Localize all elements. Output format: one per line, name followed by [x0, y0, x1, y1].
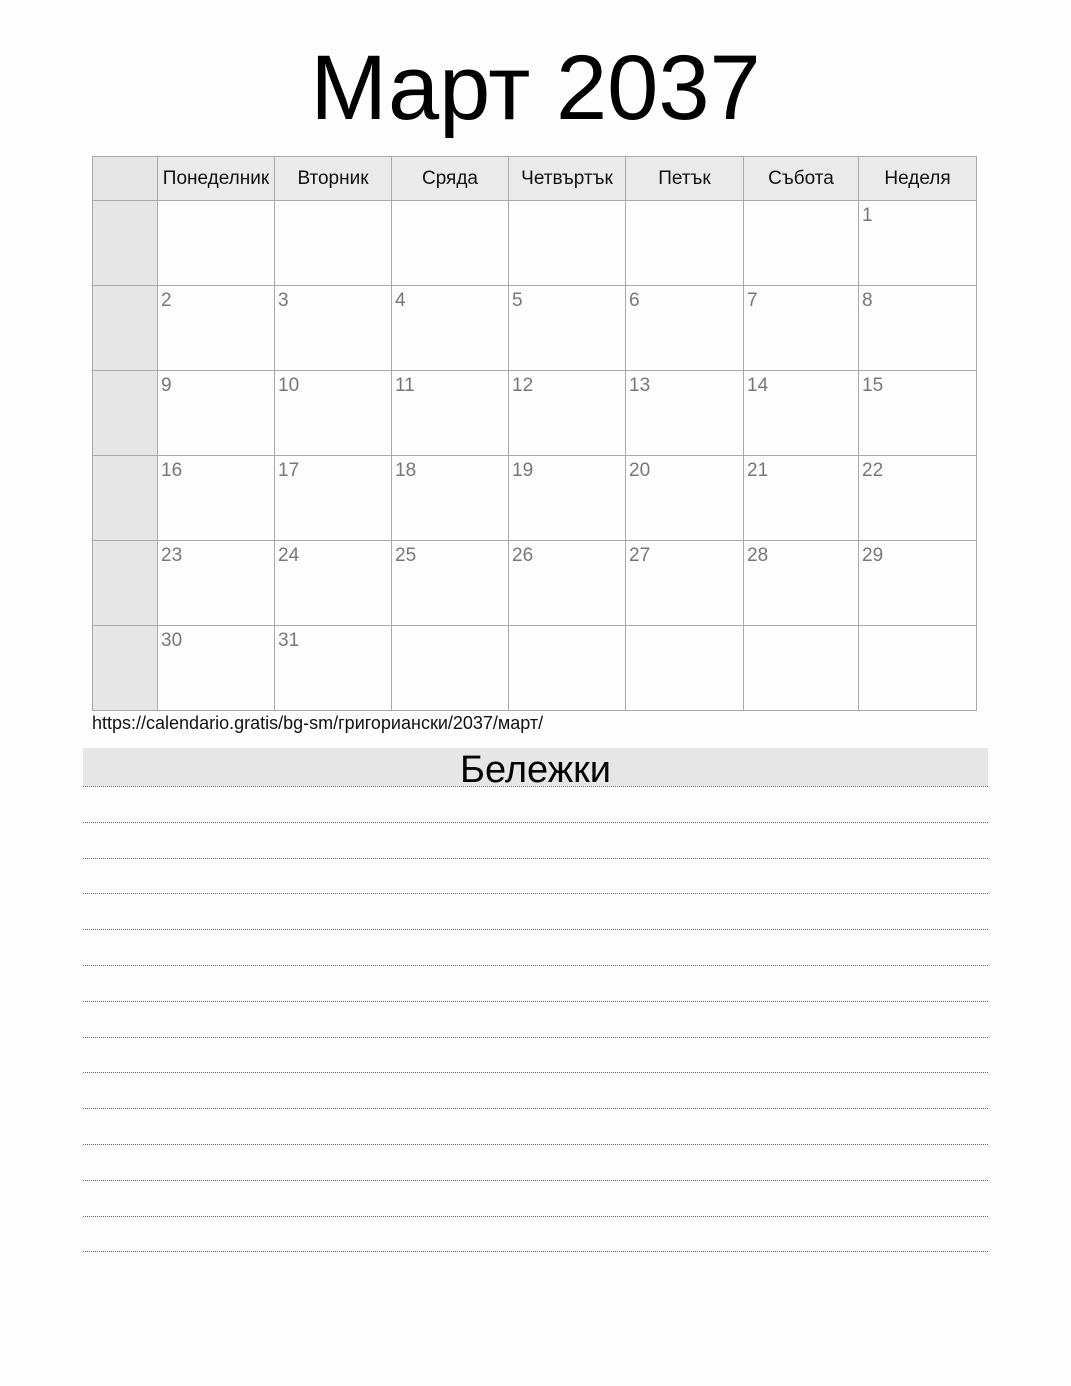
- weekday-header: Петък: [626, 157, 744, 201]
- weekday-header: Понеделник: [158, 157, 275, 201]
- day-cell: [275, 371, 392, 456]
- day-number: 1: [862, 205, 873, 226]
- notes-line: [83, 786, 988, 787]
- day-cell: [158, 201, 275, 286]
- day-number: 8: [862, 290, 873, 311]
- day-number: 9: [161, 375, 172, 396]
- weekday-header: Неделя: [859, 157, 977, 201]
- day-number: 20: [629, 460, 651, 481]
- week-number-cell: [93, 456, 158, 541]
- day-number: 29: [862, 545, 884, 566]
- day-number: 31: [278, 630, 300, 651]
- notes-line: [83, 929, 988, 930]
- day-cell: [392, 371, 509, 456]
- day-cell: [158, 541, 275, 626]
- day-cell: [859, 626, 977, 711]
- day-number: 15: [862, 375, 884, 396]
- day-number: 28: [747, 545, 769, 566]
- day-cell: [744, 371, 859, 456]
- notes-line: [83, 1072, 988, 1073]
- day-cell: [392, 541, 509, 626]
- day-cell: [859, 541, 977, 626]
- notes-line: [83, 1216, 988, 1217]
- day-number: 23: [161, 545, 183, 566]
- weekday-header-row: [93, 157, 977, 201]
- day-number: 18: [395, 460, 417, 481]
- calendar-body: [93, 201, 977, 711]
- day-cell: [626, 626, 744, 711]
- day-number: 2: [161, 290, 172, 311]
- day-cell: [275, 201, 392, 286]
- day-cell: [392, 286, 509, 371]
- day-number: [392, 201, 508, 206]
- notes-line: [83, 822, 988, 823]
- week-number-cell: [93, 201, 158, 286]
- calendar-grid: [92, 156, 977, 711]
- day-number: [859, 626, 976, 631]
- day-cell: [509, 201, 626, 286]
- day-cell: [158, 371, 275, 456]
- day-cell: [509, 286, 626, 371]
- day-number: 22: [862, 460, 884, 481]
- day-number: 11: [395, 375, 415, 396]
- week-number-cell: [93, 286, 158, 371]
- day-number: [509, 626, 625, 631]
- week-number-cell: [93, 626, 158, 711]
- week-row: [93, 371, 977, 456]
- day-cell: [859, 201, 977, 286]
- day-number: 17: [278, 460, 300, 481]
- day-cell: [158, 626, 275, 711]
- week-number-cell: [93, 371, 158, 456]
- day-number: 12: [512, 375, 534, 396]
- weekday-header: Събота: [744, 157, 859, 201]
- day-cell: [158, 286, 275, 371]
- source-url: https://calendario.gratis/bg-sm/григориански/2037/март/: [92, 713, 544, 733]
- day-number: 27: [629, 545, 651, 566]
- day-cell: [744, 286, 859, 371]
- day-cell: [275, 626, 392, 711]
- week-number-header: [93, 157, 158, 201]
- week-row: [93, 541, 977, 626]
- day-cell: [392, 626, 509, 711]
- day-cell: [626, 371, 744, 456]
- day-number: 14: [747, 375, 769, 396]
- week-row: [93, 456, 977, 541]
- notes-line: [83, 893, 988, 894]
- day-cell: [392, 456, 509, 541]
- day-cell: [744, 626, 859, 711]
- notes-line: [83, 1144, 988, 1145]
- day-cell: [859, 456, 977, 541]
- notes-line: [83, 1108, 988, 1109]
- day-number: 25: [395, 545, 417, 566]
- day-number: 3: [278, 290, 289, 311]
- day-cell: [744, 541, 859, 626]
- day-number: [744, 626, 858, 631]
- day-cell: [744, 201, 859, 286]
- day-cell: [275, 286, 392, 371]
- day-cell: [859, 286, 977, 371]
- day-number: 26: [512, 545, 534, 566]
- day-cell: [509, 626, 626, 711]
- day-cell: [626, 286, 744, 371]
- notes-line: [83, 858, 988, 859]
- day-cell: [626, 201, 744, 286]
- day-number: [392, 626, 508, 631]
- day-number: [626, 626, 743, 631]
- day-number: [275, 201, 391, 206]
- day-cell: [859, 371, 977, 456]
- day-number: 7: [747, 290, 758, 311]
- day-number: [158, 201, 274, 206]
- day-cell: [626, 456, 744, 541]
- notes-line: [83, 965, 988, 966]
- day-number: 30: [161, 630, 183, 651]
- notes-line: [83, 1180, 988, 1181]
- day-cell: [275, 541, 392, 626]
- day-number: [744, 201, 858, 206]
- day-cell: [744, 456, 859, 541]
- week-row: [93, 626, 977, 711]
- notes-title: Бележки: [83, 748, 988, 786]
- week-row: [93, 201, 977, 286]
- day-cell: [509, 541, 626, 626]
- day-number: 16: [161, 460, 183, 481]
- day-cell: [509, 371, 626, 456]
- day-number: 6: [629, 290, 640, 311]
- day-number: 21: [747, 460, 769, 481]
- day-number: 24: [278, 545, 300, 566]
- weekday-header: Вторник: [275, 157, 392, 201]
- page-title: Март 2037: [310, 37, 761, 139]
- day-number: 4: [395, 290, 406, 311]
- weekday-header: Сряда: [392, 157, 509, 201]
- day-number: 19: [512, 460, 534, 481]
- day-cell: [509, 456, 626, 541]
- week-number-cell: [93, 541, 158, 626]
- notes-line: [83, 1001, 988, 1002]
- weekday-header: Четвъртък: [509, 157, 626, 201]
- day-cell: [626, 541, 744, 626]
- notes-line: [83, 1037, 988, 1038]
- week-row: [93, 286, 977, 371]
- day-number: [509, 201, 625, 206]
- day-number: [626, 201, 743, 206]
- day-cell: [392, 201, 509, 286]
- notes-line: [83, 1251, 988, 1252]
- day-cell: [158, 456, 275, 541]
- day-cell: [275, 456, 392, 541]
- day-number: 5: [512, 290, 523, 311]
- day-number: 13: [629, 375, 651, 396]
- day-number: 10: [278, 375, 300, 396]
